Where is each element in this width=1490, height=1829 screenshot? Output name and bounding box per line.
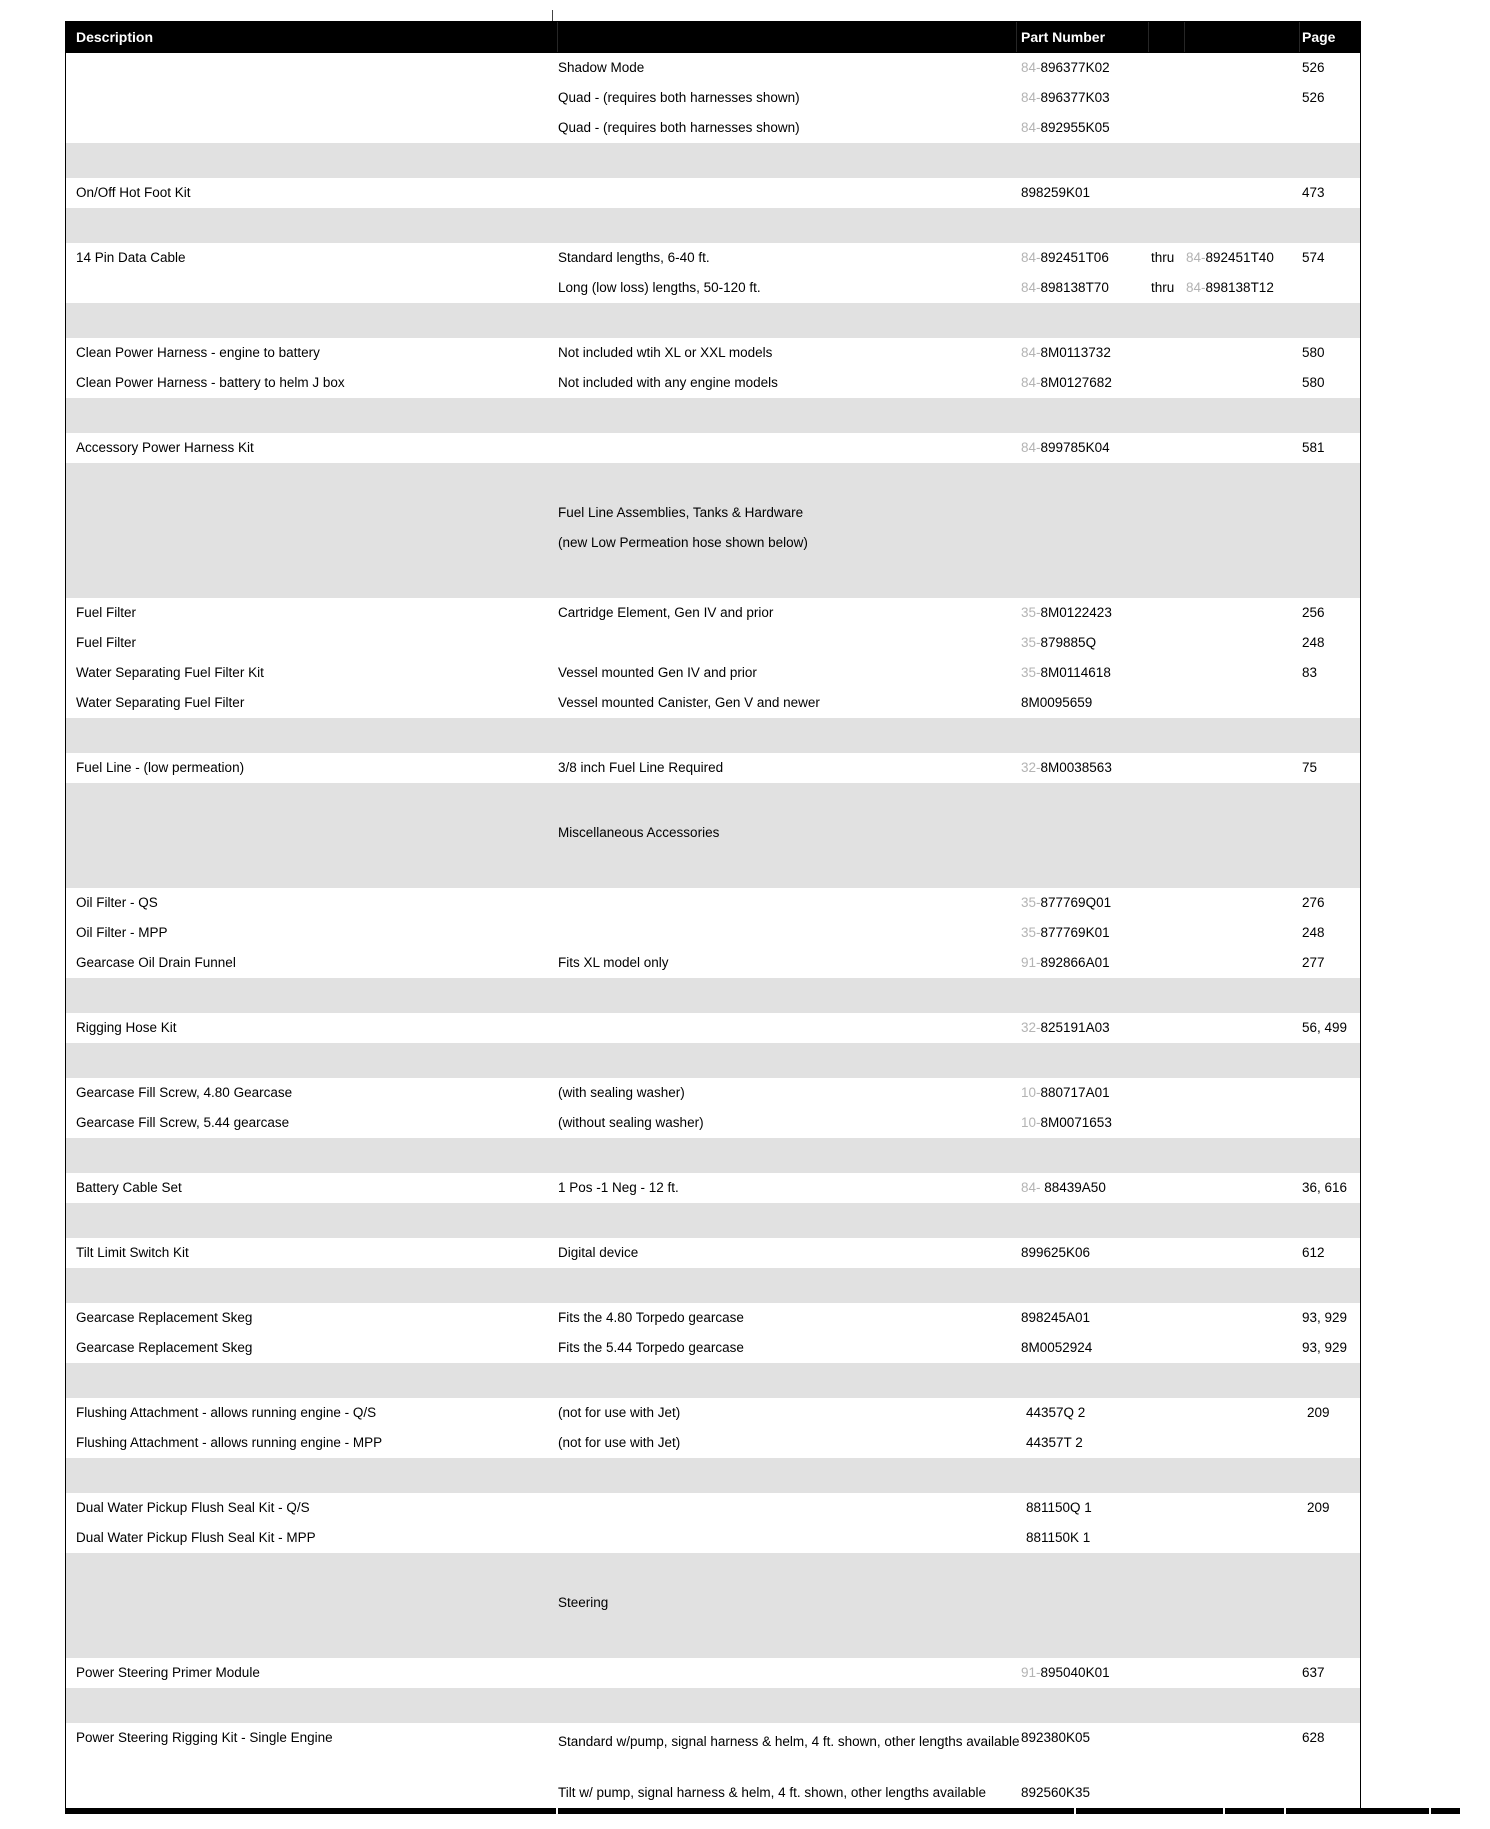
table-row [66, 368, 1360, 398]
part-number-cell [1021, 1785, 1151, 1801]
detail-cell: Standard w/pump, signal harness & helm, 4 ft. shown, other lengths available [558, 1734, 1020, 1749]
part-number-cell [1021, 1665, 1151, 1681]
detail-cell: Vessel mounted Canister, Gen V and newer [558, 695, 820, 710]
page-cell: 248 [1302, 635, 1325, 650]
table-header-row [66, 21, 1360, 53]
table-row [66, 1173, 1360, 1203]
parts-table [65, 21, 1361, 1808]
part-number: 877769Q01 [1040, 895, 1112, 910]
part-number: 892955K05 [1040, 120, 1110, 135]
part-number-2-cell [1186, 1723, 1302, 1730]
table-row [66, 753, 1360, 783]
part-prefix: 84- [1021, 1180, 1041, 1195]
page-cell: 628 [1302, 1730, 1325, 1745]
column-header-description: Description [76, 29, 154, 45]
table-row [66, 243, 1360, 273]
part-number: 8M0113732 [1040, 345, 1111, 360]
part-number-cell [1021, 250, 1151, 266]
header-column-seam [1148, 22, 1149, 52]
column-header-part-number: Part Number [1021, 29, 1106, 45]
description-cell: Fuel Filter [76, 635, 137, 650]
part-number: 881150Q 1 [1026, 1500, 1092, 1515]
detail-cell: Quad - (requires both harnesses shown) [558, 90, 800, 105]
description-cell: Clean Power Harness - battery to helm J box [76, 375, 345, 390]
detail-cell: 1 Pos -1 Neg - 12 ft. [558, 1180, 679, 1195]
part-prefix: 35- [1021, 605, 1041, 620]
table-row [66, 948, 1360, 978]
part-number-cell [1021, 1180, 1151, 1196]
part-number: 892866A01 [1040, 955, 1110, 970]
part-prefix: 84- [1021, 345, 1041, 360]
part-number-cell [1021, 1405, 1156, 1421]
part-number-cell [1021, 695, 1151, 711]
page-cell: 75 [1302, 760, 1318, 775]
part-prefix: 32- [1021, 760, 1041, 775]
bottom-border-gap [556, 1808, 558, 1814]
separator-row [66, 1138, 1360, 1173]
part-number: 8M0114618 [1040, 665, 1111, 680]
part-number: 899785K04 [1040, 440, 1110, 455]
table-row [66, 433, 1360, 463]
part-number: 44357T 2 [1026, 1435, 1083, 1450]
table-row [66, 688, 1360, 718]
separator-row [66, 1043, 1360, 1078]
description-cell: Oil Filter - QS [76, 895, 158, 910]
column-divider-tick [552, 10, 553, 21]
separator-row [66, 398, 1360, 433]
page-cell: 580 [1302, 375, 1325, 390]
table-row [66, 1398, 1360, 1428]
section-title: (new Low Permeation hose shown below) [558, 535, 808, 550]
table-row [66, 658, 1360, 688]
part-prefix: 35- [1021, 635, 1041, 650]
detail-cell: (not for use with Jet) [558, 1435, 681, 1450]
part-number: 898138T70 [1040, 280, 1109, 295]
page-cell: 56, 499 [1302, 1020, 1348, 1035]
part-number: 892451T40 [1205, 250, 1274, 265]
detail-cell: (with sealing washer) [558, 1085, 685, 1100]
part-number-cell [1021, 760, 1151, 776]
part-number: 892380K05 [1021, 1730, 1091, 1745]
part-number-cell [1021, 375, 1151, 391]
detail-cell: Standard lengths, 6-40 ft. [558, 250, 710, 265]
separator-row [66, 208, 1360, 243]
part-number: 881150K 1 [1026, 1530, 1091, 1545]
part-prefix: 84- [1021, 440, 1041, 455]
part-number-cell [1021, 955, 1151, 971]
part-number: 896377K02 [1040, 60, 1110, 75]
page-cell: 276 [1302, 895, 1325, 910]
page-cell: 248 [1302, 925, 1325, 940]
part-number-2-cell [1186, 280, 1302, 296]
part-number: 898138T12 [1205, 280, 1274, 295]
part-number: 899625K06 [1021, 1245, 1091, 1260]
part-number: 898259K01 [1021, 185, 1091, 200]
part-number-cell [1021, 1310, 1151, 1326]
part-number: 44357Q 2 [1026, 1405, 1086, 1420]
thru-label: thru [1151, 250, 1175, 265]
part-prefix: 35- [1021, 925, 1041, 940]
part-number-cell [1021, 895, 1151, 911]
section-header-row [66, 463, 1360, 598]
table-row [66, 628, 1360, 658]
description-cell: Battery Cable Set [76, 1180, 182, 1195]
separator-row [66, 1688, 1360, 1723]
description-cell: Fuel Line - (low permeation) [76, 760, 245, 775]
detail-cell: Fits XL model only [558, 955, 669, 970]
part-number-cell [1021, 1723, 1151, 1746]
description-cell: Water Separating Fuel Filter Kit [76, 665, 264, 680]
thru-label [1151, 1723, 1186, 1730]
separator-row [66, 1268, 1360, 1303]
detail-cell: Cartridge Element, Gen IV and prior [558, 605, 774, 620]
table-row [66, 1523, 1360, 1553]
part-prefix: 84- [1021, 90, 1041, 105]
page-cell: 612 [1302, 1245, 1325, 1260]
part-number-cell [1021, 1245, 1151, 1261]
part-number: 880717A01 [1040, 1085, 1110, 1100]
part-number-2-cell [1186, 250, 1302, 266]
page-cell: 580 [1302, 345, 1325, 360]
detail-cell: 3/8 inch Fuel Line Required [558, 760, 724, 775]
description-cell: Rigging Hose Kit [76, 1020, 177, 1035]
description-cell: Gearcase Fill Screw, 4.80 Gearcase [76, 1085, 293, 1100]
bottom-border-gap [1284, 1808, 1286, 1814]
page-cell: 83 [1302, 665, 1318, 680]
part-prefix: 35- [1021, 895, 1041, 910]
detail-cell: Fits the 5.44 Torpedo gearcase [558, 1340, 744, 1355]
part-number-cell [1021, 1435, 1156, 1451]
part-number-cell [1021, 1340, 1151, 1356]
separator-row [66, 978, 1360, 1013]
page-cell: 209 [1307, 1405, 1330, 1420]
description-cell: Gearcase Oil Drain Funnel [76, 955, 236, 970]
header-column-seam [1184, 22, 1185, 52]
part-prefix: 91- [1021, 955, 1041, 970]
part-number: 892451T06 [1040, 250, 1109, 265]
separator-row [66, 143, 1360, 178]
section-title: Fuel Line Assemblies, Tanks & Hardware [558, 505, 804, 520]
bottom-border-gap [1223, 1808, 1225, 1814]
description-cell: Water Separating Fuel Filter [76, 695, 245, 710]
table-row [66, 888, 1360, 918]
description-cell: Gearcase Replacement Skeg [76, 1310, 253, 1325]
section-header-row [66, 783, 1360, 888]
description-cell: On/Off Hot Foot Kit [76, 185, 191, 200]
table-row [66, 1108, 1360, 1138]
part-number: 877769K01 [1040, 925, 1110, 940]
part-number-cell [1021, 120, 1151, 136]
part-prefix: 84- [1186, 250, 1206, 265]
bottom-border-gap [1429, 1808, 1431, 1814]
page-cell: 256 [1302, 605, 1325, 620]
detail-cell: Not included wtih XL or XXL models [558, 345, 773, 360]
part-number: 88439A50 [1040, 1180, 1106, 1195]
part-prefix: 84- [1021, 60, 1041, 75]
description-cell: Accessory Power Harness Kit [76, 440, 254, 455]
table-row [66, 1778, 1360, 1808]
part-number-cell [1021, 1085, 1151, 1101]
separator-row [66, 303, 1360, 338]
part-number-cell [1021, 185, 1151, 201]
table-row [66, 178, 1360, 208]
detail-cell: Tilt w/ pump, signal harness & helm, 4 ft. shown, other lengths available [558, 1785, 986, 1800]
detail-cell: Quad - (requires both harnesses shown) [558, 120, 800, 135]
table-row [66, 1238, 1360, 1268]
part-number: 895040K01 [1040, 1665, 1110, 1680]
section-title: Steering [558, 1595, 609, 1610]
description-cell: Dual Water Pickup Flush Seal Kit - Q/S [76, 1500, 310, 1515]
section-header-row [66, 1553, 1360, 1658]
thru-label: thru [1151, 280, 1175, 295]
part-prefix: 84- [1021, 250, 1041, 265]
description-cell: Clean Power Harness - engine to battery [76, 345, 320, 360]
page-cell: 473 [1302, 185, 1325, 200]
separator-row [66, 1363, 1360, 1398]
detail-cell: (not for use with Jet) [558, 1405, 681, 1420]
page-cell: 36, 616 [1302, 1180, 1348, 1195]
description-cell: Oil Filter - MPP [76, 925, 168, 940]
part-number: 879885Q [1040, 635, 1097, 650]
part-number: 8M0038563 [1040, 760, 1112, 775]
part-number: 8M0127682 [1040, 375, 1112, 390]
column-header-page: Page [1302, 29, 1336, 45]
part-number: 896377K03 [1040, 90, 1110, 105]
part-number-cell [1021, 1020, 1151, 1036]
detail-cell: (without sealing washer) [558, 1115, 704, 1130]
page-cell: 93, 929 [1302, 1310, 1348, 1325]
table-row [66, 338, 1360, 368]
header-column-seam [1299, 22, 1300, 52]
part-prefix: 84- [1021, 375, 1041, 390]
table-row [66, 1493, 1360, 1523]
description-cell: Power Steering Primer Module [76, 1665, 260, 1680]
description-cell: Flushing Attachment - allows running engine - MPP [76, 1435, 383, 1450]
part-number: 8M0095659 [1021, 695, 1093, 710]
part-prefix: 32- [1021, 1020, 1041, 1035]
table-row [66, 273, 1360, 303]
table-row [66, 1723, 1360, 1778]
detail-cell: Not included with any engine models [558, 375, 778, 390]
table-row [66, 113, 1360, 143]
part-number: 892560K35 [1021, 1785, 1091, 1800]
part-prefix: 84- [1021, 120, 1041, 135]
table-row [66, 1013, 1360, 1043]
part-number: 898245A01 [1021, 1310, 1091, 1325]
part-prefix: 10- [1021, 1085, 1041, 1100]
part-number-cell [1021, 440, 1151, 456]
table-row [66, 83, 1360, 113]
detail-cell: Vessel mounted Gen IV and prior [558, 665, 757, 680]
table-row [66, 918, 1360, 948]
page-cell: 574 [1302, 250, 1325, 265]
description-cell: 14 Pin Data Cable [76, 250, 186, 265]
bottom-border-gap [1074, 1808, 1076, 1814]
part-number: 8M0071653 [1040, 1115, 1112, 1130]
header-column-seam [557, 22, 558, 52]
part-number: 825191A03 [1040, 1020, 1110, 1035]
part-number-cell [1021, 1500, 1156, 1516]
detail-cell: Fits the 4.80 Torpedo gearcase [558, 1310, 744, 1325]
description-cell: Dual Water Pickup Flush Seal Kit - MPP [76, 1530, 316, 1545]
part-number-cell [1021, 90, 1151, 106]
table-row [66, 598, 1360, 628]
page-cell: 526 [1302, 90, 1325, 105]
description-cell: Gearcase Fill Screw, 5.44 gearcase [76, 1115, 290, 1130]
description-cell: Tilt Limit Switch Kit [76, 1245, 189, 1260]
page-cell: 93, 929 [1302, 1340, 1348, 1355]
description-cell: Fuel Filter [76, 605, 137, 620]
part-prefix: 84- [1186, 280, 1206, 295]
part-number-cell [1021, 605, 1151, 621]
part-number-cell [1021, 60, 1151, 76]
part-prefix: 10- [1021, 1115, 1041, 1130]
page-cell: 277 [1302, 955, 1325, 970]
separator-row [66, 1203, 1360, 1238]
header-column-seam [1016, 22, 1017, 52]
detail-cell: Long (low loss) lengths, 50-120 ft. [558, 280, 761, 295]
separator-row [66, 1458, 1360, 1493]
part-number-cell [1021, 345, 1151, 361]
table-row [66, 1303, 1360, 1333]
part-number-cell [1021, 665, 1151, 681]
table-row [66, 1428, 1360, 1458]
part-number-cell [1021, 1115, 1151, 1131]
description-cell: Gearcase Replacement Skeg [76, 1340, 253, 1355]
page-cell: 581 [1302, 440, 1325, 455]
part-prefix: 91- [1021, 1665, 1041, 1680]
parts-table-body [66, 53, 1360, 1808]
part-number-cell [1021, 635, 1151, 651]
detail-cell: Digital device [558, 1245, 639, 1260]
part-prefix: 35- [1021, 665, 1041, 680]
page-cell: 209 [1307, 1500, 1330, 1515]
part-prefix: 84- [1021, 280, 1041, 295]
part-number: 8M0052924 [1021, 1340, 1093, 1355]
table-row [66, 1658, 1360, 1688]
part-number-cell [1021, 925, 1151, 941]
part-number: 8M0122423 [1040, 605, 1112, 620]
table-row [66, 1078, 1360, 1108]
section-title: Miscellaneous Accessories [558, 825, 720, 840]
separator-row [66, 718, 1360, 753]
description-cell: Power Steering Rigging Kit - Single Engine [76, 1730, 333, 1745]
page-cell: 637 [1302, 1665, 1325, 1680]
part-number-cell [1021, 280, 1151, 296]
table-row [66, 53, 1360, 83]
table-row [66, 1333, 1360, 1363]
detail-cell: Shadow Mode [558, 60, 645, 75]
part-number-cell [1021, 1530, 1156, 1546]
description-cell: Flushing Attachment - allows running engine - Q/S [76, 1405, 377, 1420]
page-cell: 526 [1302, 60, 1325, 75]
table-bottom-border [65, 1808, 1460, 1814]
